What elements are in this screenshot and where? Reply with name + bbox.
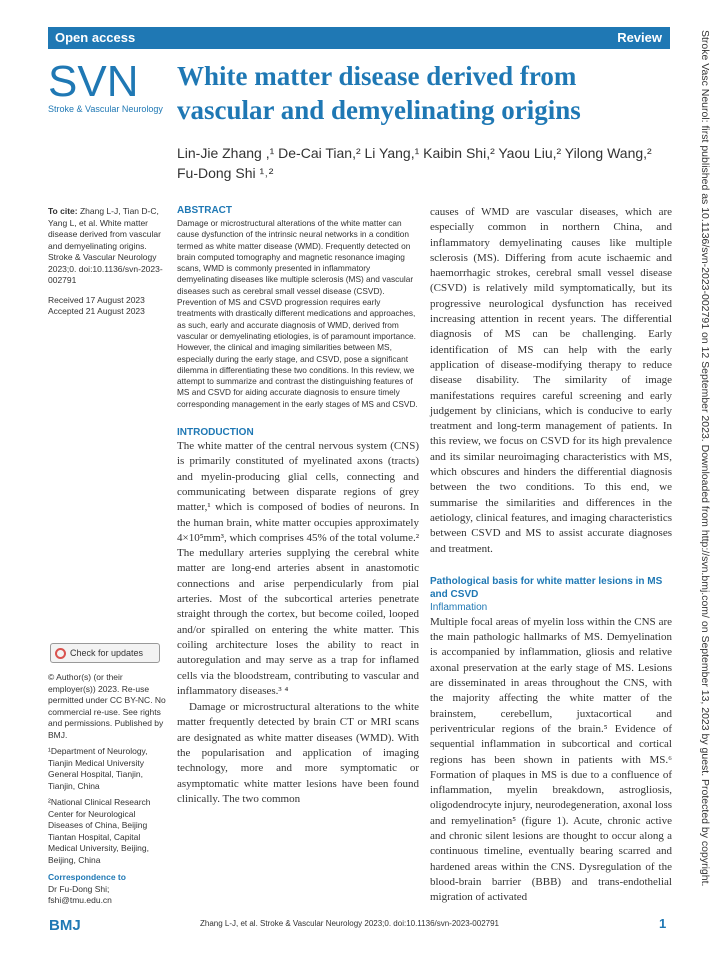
article-type-label: Review: [617, 30, 662, 45]
article-title: White matter disease derived from vascular and demyelinating origins: [177, 61, 581, 125]
inflammation-paragraph: Multiple focal areas of myelin loss within the CNS are the main pathologic hallmarks of MS. Demyelination is accompanied by inflammation, gliosis and relative axonal preservation at the early stage of MS. Lesions are disseminated in areas throughout the CNS, with the majority affecting the white matter of the brainstem, cerebellum, juxtacortical and periventricular regions of the brain.⁵ Evidence of sequential inflammation in subcortical and cortical regions has been shown in patients with MS.⁶ Formation of plaques in MS is due to a confluence of inflammation, myelin breakdown, astrogliosis, oligodendrocyte injury, neurodegeneration, axonal loss and remyelination⁵ (figure 1). Acute, chronic active and chronic silent lesions are thought to occur along a continuous timeline, eventually bearing scarred and hardened areas within the CNS. Dysregulation of the blood-brain barrier (BBB) and trans-endothelial migration of activated: [430, 615, 672, 904]
received-date: Received 17 August 2023: [48, 294, 145, 305]
cite-text: Zhang L-J, Tian D-C, Yang L, et al. White matter disease derived from vascular and demyelinating origins. Stroke & Vascular Neurology 2023;0. doi:10.1136/svn-2023-002791: [48, 206, 163, 285]
check-updates-icon: [55, 648, 66, 659]
margin-copyright-text: Stroke Vasc Neurol: first published as 10.1136/svn-2023-002791 on 12 September 2023. Downloaded from http://svn.bmj.com/ on September 13, 2023 by guest. Protected by copyright.: [699, 30, 711, 887]
check-for-updates-button[interactable]: [50, 643, 160, 663]
author-list: [177, 143, 657, 183]
margin-copyright-note: [696, 30, 712, 930]
footer-citation: Zhang L-J, et al. Stroke & Vascular Neurology 2023;0. doi:10.1136/svn-2023-002791: [200, 919, 500, 928]
subsection-heading: Inflammation: [430, 601, 488, 613]
intro-paragraph-1: The white matter of the central nervous system (CNS) is primarily constituted of myelinated axons (tracts) and myelin-producing glial cells, connecting and communicating between disparate regions of grey matter,¹ which is composed of bodies of neurons. In the human brain, white matter occupies approximately 4×10⁵mm³, which comprises 45% of the total volume.² The medullary arteries supplying the cerebral white matter are long-end arteries absent in anastomotic connections and arise perpendicularly from pial arteries. Most of the subcortical arteries penetrate straight through the cortex, but become coiled, looped and/or spiralled on entering the white matter. This coiling architecture loses the ability to react in autoregulation and may serve as a trap for inflamed cells via the bloodstream, contributing to vascular and inflammatory diseases.³ ⁴: [177, 440, 419, 697]
cite-label: To cite:: [48, 206, 78, 216]
journal-logo-subtitle: Stroke & Vascular Neurology: [48, 104, 163, 114]
affiliation-2: ²National Clinical Research Center for Neurological Diseases of China, Beijing Tiantan Hospital, Capital Medical University, Beijing, Beijing, China: [48, 797, 151, 865]
correspondence-email[interactable]: fshi@tmu.edu.cn: [48, 895, 112, 905]
correspondence-heading: Correspondence to: [48, 872, 126, 882]
abstract-text: Damage or microstructural alterations of the white matter can cause dysfunction of the intrinsic neural networks in a condition termed as white matter disease (WMD). Frequently detected on brain computed tomography and magnetic resonance imaging scans, WMD is commonly presented in inflammatory demyelinating diseases like multiple sclerosis (MS) and vascular diseases such as cerebral small vessel disease (CSVD). Prevention of MS and CSVD progression requires early treatments with drastically different medications and approaches, as such, early and accurate diagnosis of WMD, derived from vascular or demyelinating etiologies, is of paramount importance. However, the clinical and imaging similarities between MS, especially during the early stage, and CSVD, pose a significant dilemma in differentiating these two conditions. In this review, we attempt to summarize and contrast the distinguishing features of MS and CSVD for aiding accurate diagnosis to ensure timely corresponding management in the early stages of MS and CSVD.: [177, 218, 418, 409]
sidebar-info: [48, 672, 170, 907]
journal-logo-mark: SVN: [48, 57, 139, 106]
sidebar-citation: [48, 206, 168, 326]
section-heading: Pathological basis for white matter lesions in MS and CSVD: [430, 575, 663, 600]
page-number: 1: [659, 916, 667, 931]
intro-paragraph-continued: causes of WMD are vascular diseases, which are especially common in northern China, and inflammatory demyelinating causes like multiple sclerosis (MS). Differing from acute ischaemic and haemorrhagic strokes, cerebral small vessel disease (CSVD) is relatively mild symptomatically, but its progressive neurological dysfunction has received increasing attention in recent years. The differential diagnosis of MS can be challenging. Early identification of MS can help with the early application of disease-modifying therapy to reduce disease disability. The similarity of image manifestations requires careful screening and early judgement by clinicians, which is conducive to early treatment and long-term management of patients. In this review, we focus on CSVD for its high prevalence and its similar neuroimaging characteristics with MS, which obscures and hinders the differential diagnosis between the two conditions. To this end, we summarise the similarities and differences in the aetiology, clinical features, and imaging characteristics between CSVD and MS to assist accurate diagnoses and treatment.: [430, 206, 672, 555]
accepted-date: Accepted 21 August 2023: [48, 306, 145, 316]
header-bar: [48, 27, 670, 49]
author-line-2: Fu-Dong Shi ¹˒²: [177, 165, 274, 181]
introduction-heading: INTRODUCTION: [177, 427, 254, 439]
copyright-notice: © Author(s) (or their employer(s)) 2023. Re-use permitted under CC BY-NC. No commercial re-use. See rights and permissions. Published by BMJ.: [48, 672, 166, 740]
cite-block: [48, 206, 168, 287]
affiliation-1: ¹Department of Neurology, Tianjin Medical University General Hospital, Tianjin, Tianjin, China: [48, 746, 148, 791]
intro-paragraph-2: Damage or microstructural alterations to the white matter frequently detected by brain CT or MRI scans are designated as white matter diseases (WMD). With the popularisation and application of imaging technology, more and more symptomatic or asymptomatic white matter lesions have been found clinically. The two common: [177, 701, 419, 805]
abstract-heading: ABSTRACT: [177, 205, 232, 216]
correspondence-name: Dr Fu-Dong Shi;: [48, 883, 110, 894]
author-line-1: Lin-Jie Zhang ,¹ De-Cai Tian,² Li Yang,¹ Kaibin Shi,² Yaou Liu,² Yilong Wang,²: [177, 145, 652, 161]
text-column-right: [430, 205, 672, 905]
journal-logo: [48, 57, 168, 114]
text-column-left: [177, 205, 419, 807]
publisher-logo: BMJ: [49, 917, 81, 934]
open-access-label: Open access: [55, 30, 136, 45]
check-updates-label: Check for updates: [70, 648, 144, 658]
